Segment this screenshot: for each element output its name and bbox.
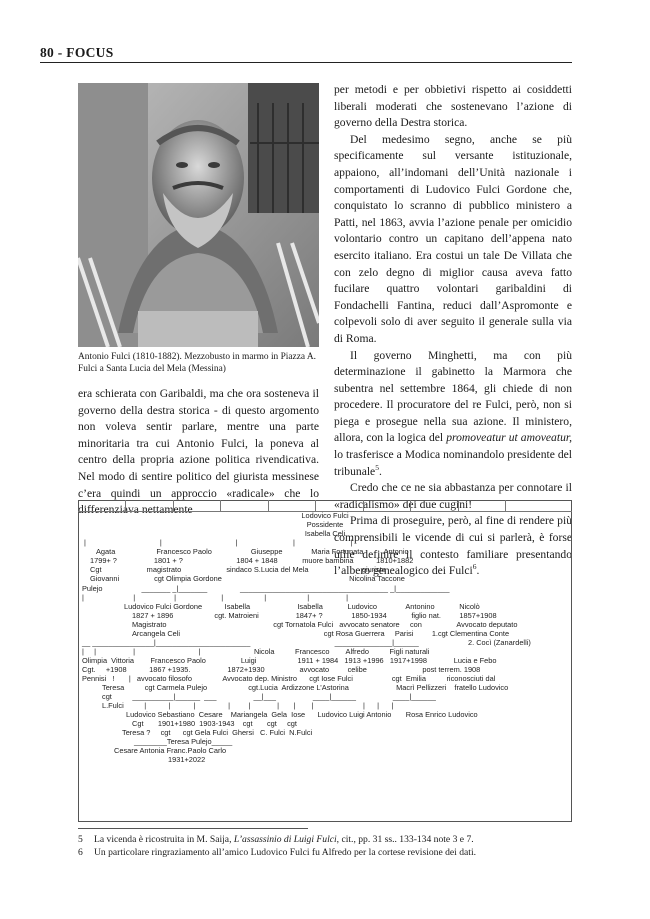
family-tree-line: Ludovico Sebastiano Cesare Mariangela Gela Iose Ludovico Luigi Antonio Rosa Enrico Ludovico (126, 710, 478, 719)
family-tree-line: ________Teresa Pulejo_____ (134, 737, 233, 746)
family-tree-line: | | | | | | | (82, 593, 349, 602)
family-tree-line: Arcangela Celi cgt Rosa Guerrera Parisi 1.cgt Clementina Conte (132, 629, 510, 638)
family-tree-line: Pennisi ! | avvocato filosofo Avvocato dep. Ministro cgt Iose Fulci cgt Emilia riconosciuti dal (82, 674, 496, 683)
paragraph-3 (334, 348, 572, 481)
family-tree-line: Lodovico Fulci (301, 511, 349, 520)
family-tree-line: Cgt 1901+1980 1903-1943 cgt cgt cgt (132, 719, 297, 728)
family-tree-line: Possidente (306, 520, 344, 529)
family-tree-line: Agata Francesco Paolo Giuseppe Maria Fortunata Antonio (96, 547, 409, 556)
paragraph-2: Del medesimo segno, anche se più specificamente sul versante istituzionale, appaiono, all’indomani dell’Unità nazionale i comportamenti di Ludovico Fulci Gordone che, conquistato lo scranno di pubblico ministero a Patti, nel 1863, avvia l’azione penale per omicidio volontario contro un capitano dell’appena nato esercito italiano. Era costui un tale De Villata che con zelo degno di miglior causa aveva fatto fucilare quattro volontari garibaldini di Fondachelli Fantina, reduci dall’Aspromonte e colpevoli solo di aver seguito il generale sulla via di Roma. (334, 132, 572, 345)
family-tree-line: Cesare Antonia Franc.Paolo Carlo (114, 746, 227, 755)
left-paragraph: era schierata con Garibaldi, ma che ora sosteneva il governo della destra storica - di questo argomento non voleva sentir parlare, mentre una parte minoritaria tra cui Antonio Fulci, la poneva al centro della propria azione politica rivendicativa. Nel modo di sentire politico del giurista messinese c’era quindi un approccio «radicale» che lo differenziava nettamente (78, 387, 319, 517)
family-tree-line: Isabella Celi (304, 529, 346, 538)
p5-text-end: . (476, 564, 480, 578)
family-tree-line: cgt __________|______ ___ __|___ ____|______ ____|______ (102, 692, 436, 701)
footnote-text: Un particolare ringraziamento all’amico Ludovico Fulci fu Alfredo per la cortese revisione dei dati. (94, 847, 477, 858)
family-tree-line: Magistrato cgt Tornatola Fulci avvocato senatore con Avvocato deputato (132, 620, 518, 629)
family-tree-line: 1931+2022 (168, 755, 206, 764)
p3-latin-phrase: promoveatur ut amoveatur, (446, 431, 572, 445)
page-header (40, 45, 114, 61)
footnote-number: 5 (78, 834, 83, 845)
header-rule (40, 62, 572, 63)
paragraph-4: Credo che ce ne sia abbastanza per connotare il «radicalismo» dei due cugini! (334, 481, 572, 511)
footnote-ref-5[interactable]: 5 (375, 462, 379, 472)
family-tree-line: L.Fulci | | | | | | | | | | | (102, 701, 394, 710)
p3-text-b: lo trasferisce a Modica nominandolo presidente del tribunale (334, 448, 572, 478)
p3-text-a: Il governo Minghetti, ma con più determinazione il gabinetto la Marmora che subentra nel settembre 1864, gli chiede di non procedere. Il procuratore del re Fulci, però, non si piega e prosegue nella sua azione. Il ministero, allora, con la logica del (334, 348, 572, 445)
footnote-text: La vicenda è ricostruita in M. Saija, (94, 834, 234, 845)
footnote-title: L’assassinio di Luigi Fulci (233, 834, 337, 845)
family-tree-line: Teresa ? cgt cgt Gela Fulci Ghersi C. Fulci N.Fulci (122, 728, 313, 737)
header-separator: - (57, 45, 63, 60)
family-tree (78, 500, 572, 822)
footnote-5 (78, 834, 474, 846)
p3-text-end: . (378, 464, 382, 478)
family-tree-line: | | | | | (84, 538, 353, 547)
bust-photo (78, 83, 319, 347)
photo-caption: Antonio Fulci (1810-1882). Mezzobusto in marmo in Piazza A. Fulci a Santa Lucia del Mela (Messina) (78, 352, 316, 375)
family-tree-line: Giovanni cgt Olimpia Gordone Nicolina Taccone (90, 574, 405, 583)
family-tree-line: Pulejo _______ _|_______ ____________________________________ _|_____________ (82, 584, 450, 593)
family-tree-line: Teresa cgt Carmela Pulejo cgt.Lucia Ardizzone L’Astorina Macrì Pellizzeri fratello Ludovico (102, 683, 509, 692)
family-tree-line: __ _______________|_______________________ ______________|______ 2. Cocì (Zanardelli) (82, 638, 531, 647)
p5-text: Prima di proseguire, però, al fine di rendere più comprensibili le vicende di cui si parlerà, è forse utile definire il contesto familiare presentando l’albero genealogico dei Fulci (334, 514, 572, 578)
family-tree-line: | | | | Nicola Francesco Alfredo Figli naturali (82, 647, 430, 656)
page-number: 80 (40, 45, 55, 60)
left-column-text (78, 386, 319, 519)
family-tree-line: Ludovico Fulci Gordone Isabella Isabella Ludovico Antonino Nicolò (124, 602, 480, 611)
footnote-number: 6 (78, 847, 83, 858)
footnote-rule (78, 828, 308, 829)
family-tree-line: Cgt. +1908 1867 +1935. 1872+1930 avvocato celibe post terrem. 1908 (82, 665, 481, 674)
paragraph-1: per metodi e per obbietivi rispetto ai cosiddetti liberali moderati che sostenevano l’azione di governo della Destra storica. (334, 83, 572, 130)
section-title: FOCUS (66, 45, 114, 60)
family-tree-line: 1799+ ? 1801 + ? 1804 + 1848 muore bambina 1810+1882 (90, 556, 414, 565)
footnote-ref-6[interactable]: 6 (472, 562, 477, 572)
family-tree-line: 1827 + 1896 cgt. Matroieni 1847+ ? 1850-1934 figlio nat. 1857+1908 (132, 611, 497, 620)
family-tree-line: Olimpia Vittoria Francesco Paolo Luigi 1911 + 1984 1913 +1996 1917+1998 Lucia e Febo (82, 656, 497, 665)
footnote-text-end: , cit., pp. 31 ss.. 133-134 note 3 e 7. (336, 834, 474, 845)
family-tree-line: Cgt magistrato sindaco S.Lucia del Mela giurista (90, 565, 386, 574)
footnote-6 (78, 847, 476, 859)
